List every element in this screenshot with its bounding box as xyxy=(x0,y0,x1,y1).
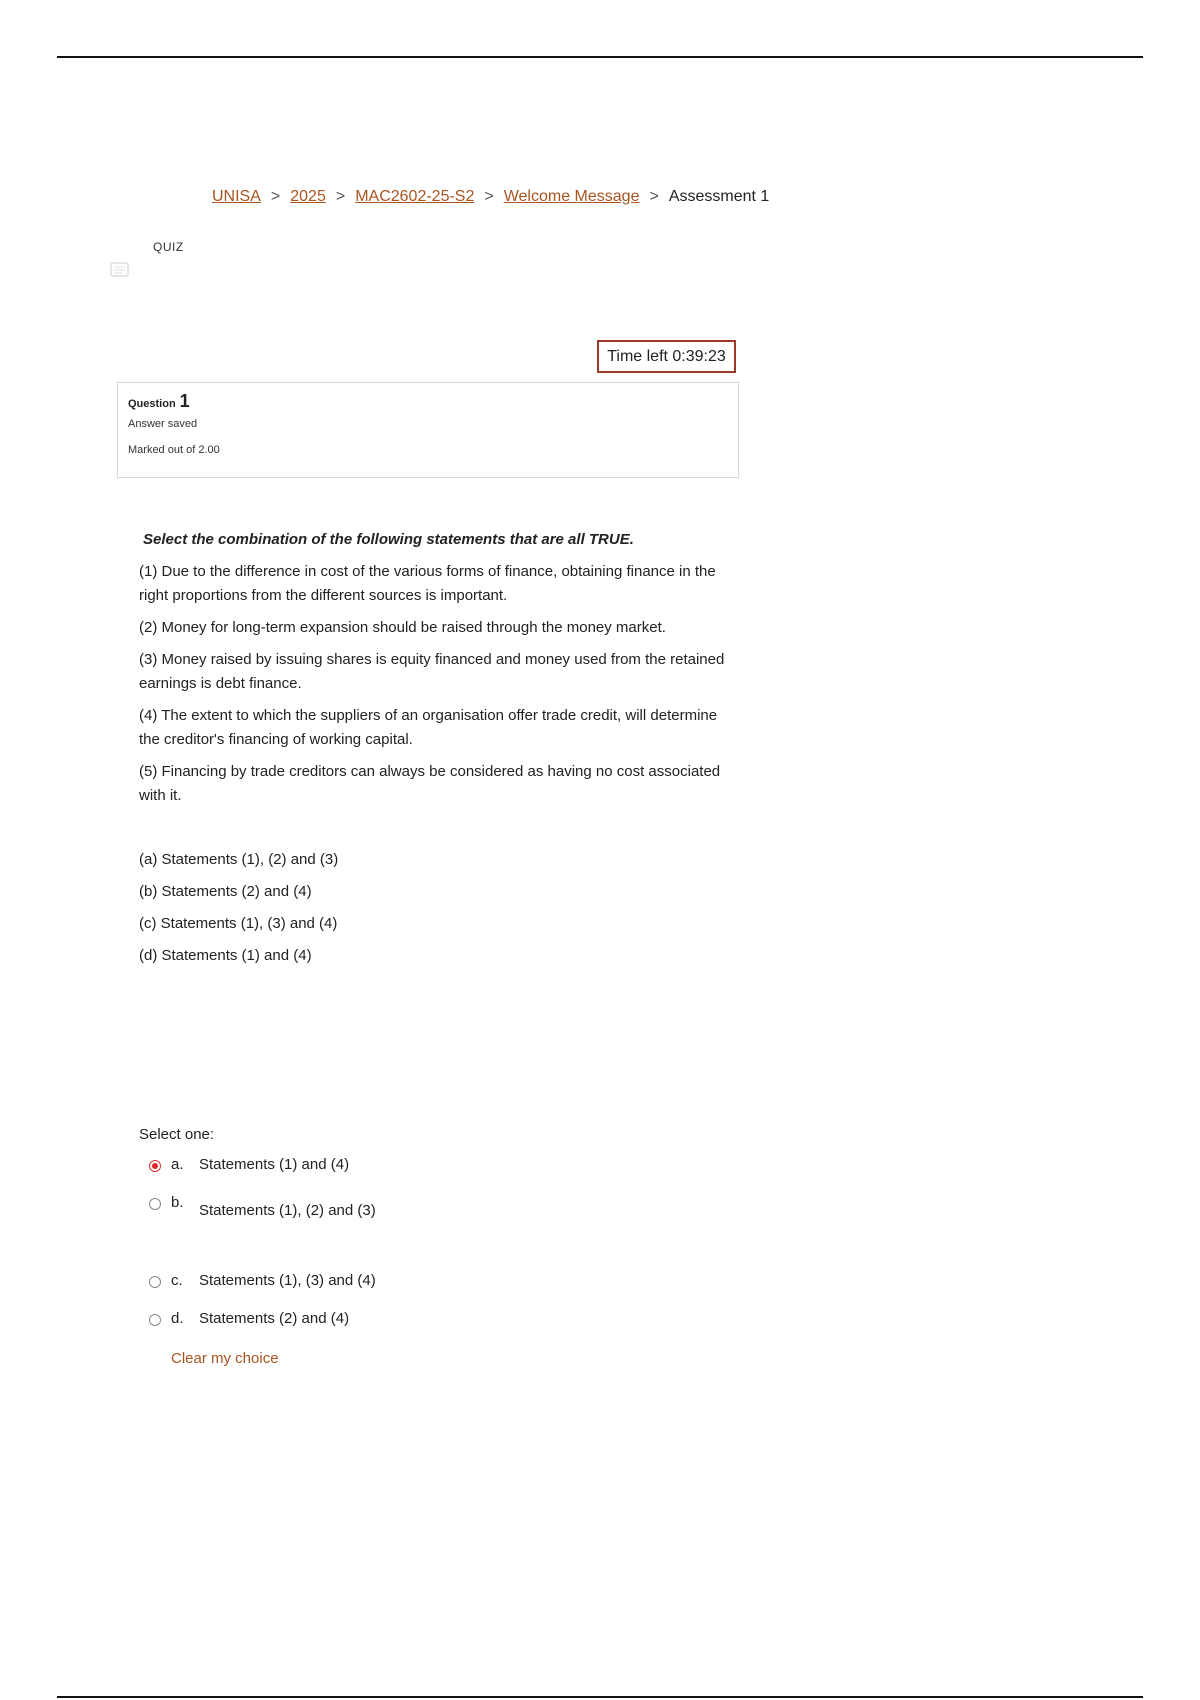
question-number: 1 xyxy=(179,391,190,411)
breadcrumb-unisa[interactable]: UNISA xyxy=(212,188,261,205)
activity-type-label: QUIZ xyxy=(153,240,184,254)
select-one-label: Select one: xyxy=(139,1126,215,1143)
question-label: Question xyxy=(128,398,176,410)
chevron-right-icon: > xyxy=(335,188,346,205)
top-rule xyxy=(57,56,1143,58)
answer-choice-b[interactable] xyxy=(149,1194,376,1219)
choice-letter: d. xyxy=(171,1310,184,1327)
choice-letter: a. xyxy=(171,1156,184,1173)
question-prompt: Select the combination of the following statements that are all TRUE. xyxy=(143,531,634,548)
listed-option: (b) Statements (2) and (4) xyxy=(139,883,312,900)
statement: (1) Due to the difference in cost of the various forms of finance, obtaining finance in the right proportions from the different sources is important. xyxy=(139,563,716,604)
answer-choice-c[interactable] xyxy=(149,1272,376,1289)
radio-selected-icon[interactable] xyxy=(149,1160,161,1172)
statement: (2) Money for long-term expansion should be raised through the money market. xyxy=(139,619,666,636)
choice-text[interactable]: Statements (1), (2) and (3) xyxy=(199,1202,376,1219)
quiz-icon xyxy=(110,262,130,278)
radio-icon[interactable] xyxy=(149,1314,161,1326)
question-state: Answer saved xyxy=(128,418,198,430)
choice-letter: c. xyxy=(171,1272,183,1289)
question-grade: Marked out of 2.00 xyxy=(128,444,220,456)
question-info-panel xyxy=(117,382,739,478)
choice-text[interactable]: Statements (2) and (4) xyxy=(199,1310,350,1327)
choice-text[interactable]: Statements (1), (3) and (4) xyxy=(199,1272,376,1289)
listed-option: (c) Statements (1), (3) and (4) xyxy=(139,915,338,932)
answer-choice-d[interactable] xyxy=(149,1310,349,1327)
breadcrumb-year[interactable]: 2025 xyxy=(290,188,326,205)
breadcrumb xyxy=(212,188,769,206)
chevron-right-icon: > xyxy=(649,188,659,205)
statement: (3) Money raised by issuing shares is equity financed and money used from the retained earnings is debt finance. xyxy=(139,651,725,692)
radio-icon[interactable] xyxy=(149,1198,161,1210)
answer-block xyxy=(139,1126,739,1367)
choice-letter: b. xyxy=(171,1194,184,1211)
choice-text[interactable]: Statements (1) and (4) xyxy=(199,1156,350,1173)
clear-choice-link[interactable]: Clear my choice xyxy=(171,1350,279,1367)
listed-option: (a) Statements (1), (2) and (3) xyxy=(139,851,339,868)
breadcrumb-current: Assessment 1 xyxy=(668,188,770,205)
breadcrumb-course[interactable]: MAC2602-25-S2 xyxy=(355,188,475,205)
statement: (4) The extent to which the suppliers of an organisation offer trade credit, will determine the creditor's financing of working capital. xyxy=(139,707,718,748)
question-heading xyxy=(128,391,728,412)
chevron-right-icon: > xyxy=(270,188,281,205)
answer-choice-a[interactable] xyxy=(149,1156,349,1173)
bottom-rule xyxy=(57,1696,1143,1698)
breadcrumb-welcome-message[interactable]: Welcome Message xyxy=(503,188,640,205)
listed-option: (d) Statements (1) and (4) xyxy=(139,947,312,964)
statement: (5) Financing by trade creditors can always be considered as having no cost associated with it. xyxy=(139,763,721,804)
time-left-timer: Time left 0:39:23 xyxy=(597,340,736,373)
chevron-right-icon: > xyxy=(484,188,494,205)
question-text xyxy=(139,528,739,976)
radio-icon[interactable] xyxy=(149,1276,161,1288)
listed-options xyxy=(139,848,739,968)
